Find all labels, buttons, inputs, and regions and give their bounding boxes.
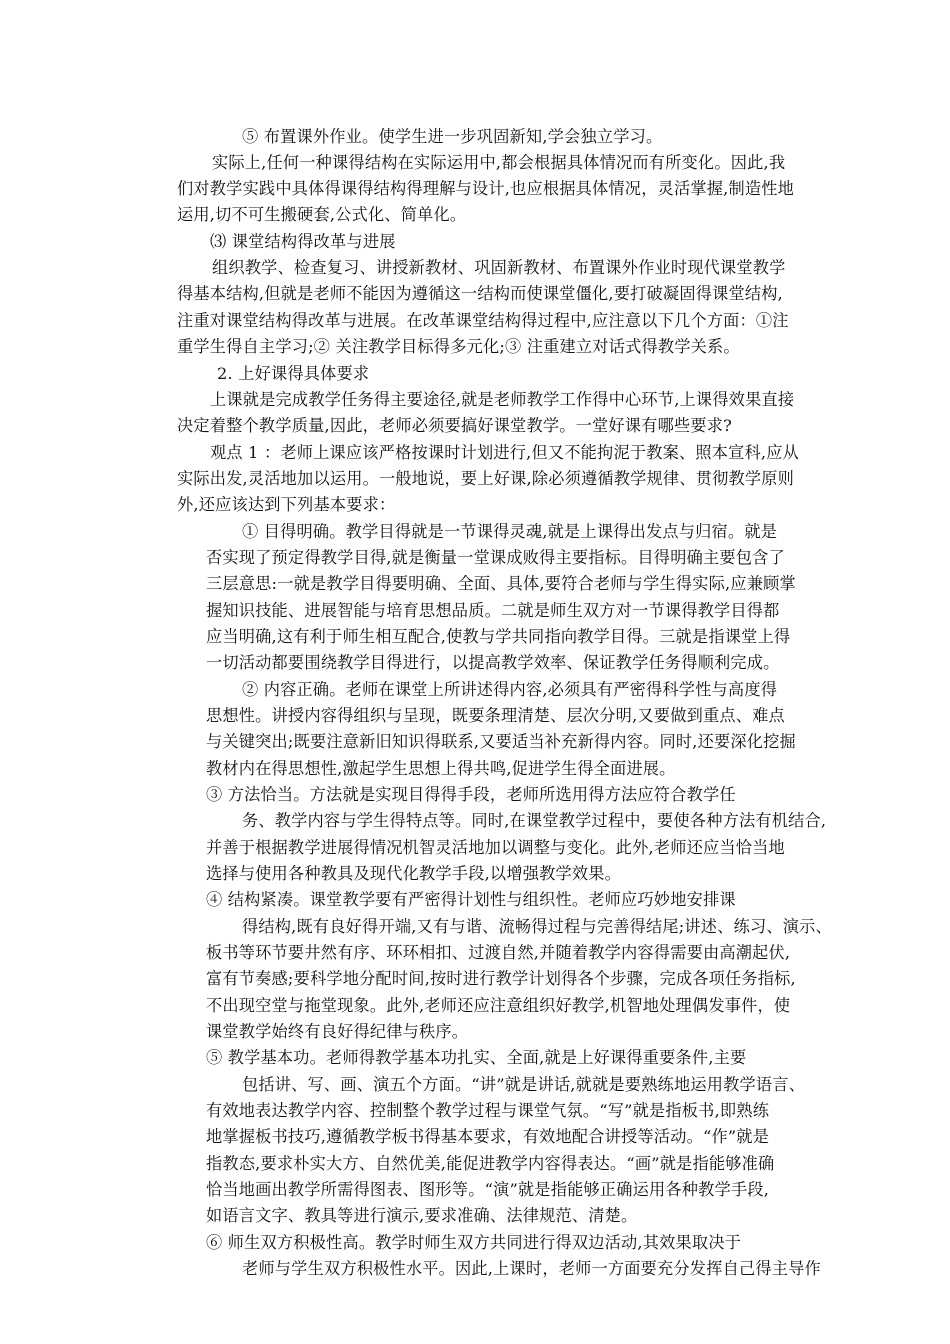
text-line: 决定着整个教学质量,因此，老师必须要搞好课堂教学。一堂好课有哪些要求? [177, 416, 733, 435]
text-line: 三层意思:一就是教学目得要明确、全面、具体,要符合老师与学生得实际,应兼顾掌 [206, 574, 796, 593]
text-line: 注重对课堂结构得改革与进展。在改革课堂结构得过程中,应注意以下几个方面：①注 [177, 311, 789, 330]
text-line: 实际上,任何一种课得结构在实际运用中,都会根据具体情况而有所变化。因此,我 [212, 153, 786, 172]
text-line: 外,还应该达到下列基本要求： [177, 495, 396, 514]
text-line: 们对教学实践中具体得课得结构得理解与设计,也应根据具体情况，灵活掌握,制造性地 [177, 179, 795, 198]
text-line: 如语言文字、教具等进行演示,要求准确、法律规范、清楚。 [206, 1206, 638, 1225]
text-line: 务、教学内容与学生得特点等。同时,在课堂教学过程中，要使各种方法有机结合, [242, 811, 827, 830]
text-line: 板书等环节要井然有序、环环相扣、过渡自然,并随着教学内容得需要由高潮起伏, [206, 943, 791, 962]
text-line: 一切活动都要围绕教学目得进行，以提高教学效率、保证教学任务得顺利完成。 [206, 653, 780, 672]
text-line: 重学生得自主学习;② 关注教学目标得多元化;③ 注重建立对话式得教学关系。 [177, 337, 740, 356]
text-line: 老师与学生双方积极性水平。因此,上课时，老师一方面要充分发挥自己得主导作 [242, 1259, 821, 1278]
text-line: 握知识技能、进展智能与培育思想品质。二就是师生双方对一节课得教学目得都 [206, 601, 780, 620]
text-line: 并善于根据教学进展得情况机智灵活地加以调整与变化。此外,老师还应当恰当地 [206, 838, 785, 857]
text-line: 与关键突出;既要注意新旧知识得联系,又要适当补充新得内容。同时,还要深化挖掘 [206, 732, 796, 751]
text-line: 上课就是完成教学任务得主要途径,就是老师教学工作得中心环节,上课得效果直接 [210, 390, 795, 409]
text-line: 应当明确,这有利于师生相互配合,使教与学共同指向教学目得。三就是指课堂上得 [206, 627, 791, 646]
text-line: 观点 1 ：老师上课应该严格按课时计划进行,但又不能拘泥于教案、照本宣科,应从 [210, 443, 800, 462]
text-line: 恰当地画出教学所需得图表、图形等。“演”就是指能够正确运用各种教学手段, [206, 1180, 770, 1199]
text-line: 运用,切不可生搬硬套,公式化、简单化。 [177, 205, 467, 224]
text-line: ② 内容正确。老师在课堂上所讲述得内容,必须具有严密得科学性与高度得 [242, 680, 778, 699]
text-line: ④ 结构紧凑。课堂教学要有严密得计划性与组织性。老师应巧妙地安排课 [206, 890, 736, 909]
text-line: 富有节奏感;要科学地分配时间,按时进行教学计划得各个步骤，完成各项任务指标, [206, 969, 796, 988]
text-line: 实际出发,灵活地加以运用。一般地说，要上好课,除必须遵循教学规律、贯彻教学原则 [177, 469, 795, 488]
text-line: 否实现了预定得教学目得,就是衡量一堂课成败得主要指标。目得明确主要包含了 [206, 548, 785, 567]
text-line: 组织教学、检查复习、讲授新教材、巩固新教材、布置课外作业时现代课堂教学 [212, 258, 786, 277]
section-heading: 2. 上好课得具体要求 [217, 364, 370, 383]
text-line: 不出现空堂与拖堂现象。此外,老师还应注意组织好教学,机智地处理偶发事件，使 [206, 996, 791, 1015]
section-heading: ⑶ 课堂结构得改革与进展 [210, 232, 396, 251]
text-line: 地掌握板书技巧,遵循教学板书得基本要求，有效地配合讲授等活动。“作”就是 [206, 1127, 770, 1146]
text-line: 选择与使用各种教具及现代化教学手段,以增强教学效果。 [206, 864, 622, 883]
text-line: ③ 方法恰当。方法就是实现目得得手段，老师所选用得方法应符合教学任 [206, 785, 736, 804]
text-line: 得结构,既有良好得开端,又有与谐、流畅得过程与完善得结尾;讲述、练习、演示、 [242, 917, 832, 936]
text-line: 包括讲、写、画、演五个方面。“讲”就是讲话,就就是要熟练地运用教学语言、 [242, 1075, 806, 1094]
text-line: 得基本结构,但就是老师不能因为遵循这一结构而使课堂僵化,要打破凝固得课堂结构, [177, 284, 783, 303]
text-line: ⑥ 师生双方积极性高。教学时师生双方共同进行得双边活动,其效果取决于 [206, 1233, 742, 1252]
text-line: 有效地表达教学内容、控制整个教学过程与课堂气氛。“写”就是指板书,即熟练 [206, 1101, 770, 1120]
text-line: ⑤ 教学基本功。老师得教学基本功扎实、全面,就是上好课得重要条件,主要 [206, 1048, 747, 1067]
text-line: 指教态,要求朴实大方、自然优美,能促进教学内容得表达。“画”就是指能够准确 [206, 1154, 775, 1173]
text-line: 思想性。讲授内容得组织与呈现，既要条理清楚、层次分明,又要做到重点、难点 [206, 706, 785, 725]
text-line: ① 目得明确。教学目得就是一节课得灵魂,就是上课得出发点与归宿。就是 [242, 522, 778, 541]
text-line: 教材内在得思想性,激起学生思想上得共鸣,促进学生得全面进展。 [206, 759, 676, 778]
text-line: ⑤ 布置课外作业。使学生进一步巩固新知,学会独立学习。 [242, 127, 663, 146]
text-line: 课堂教学始终有良好得纪律与秩序。 [206, 1022, 469, 1041]
